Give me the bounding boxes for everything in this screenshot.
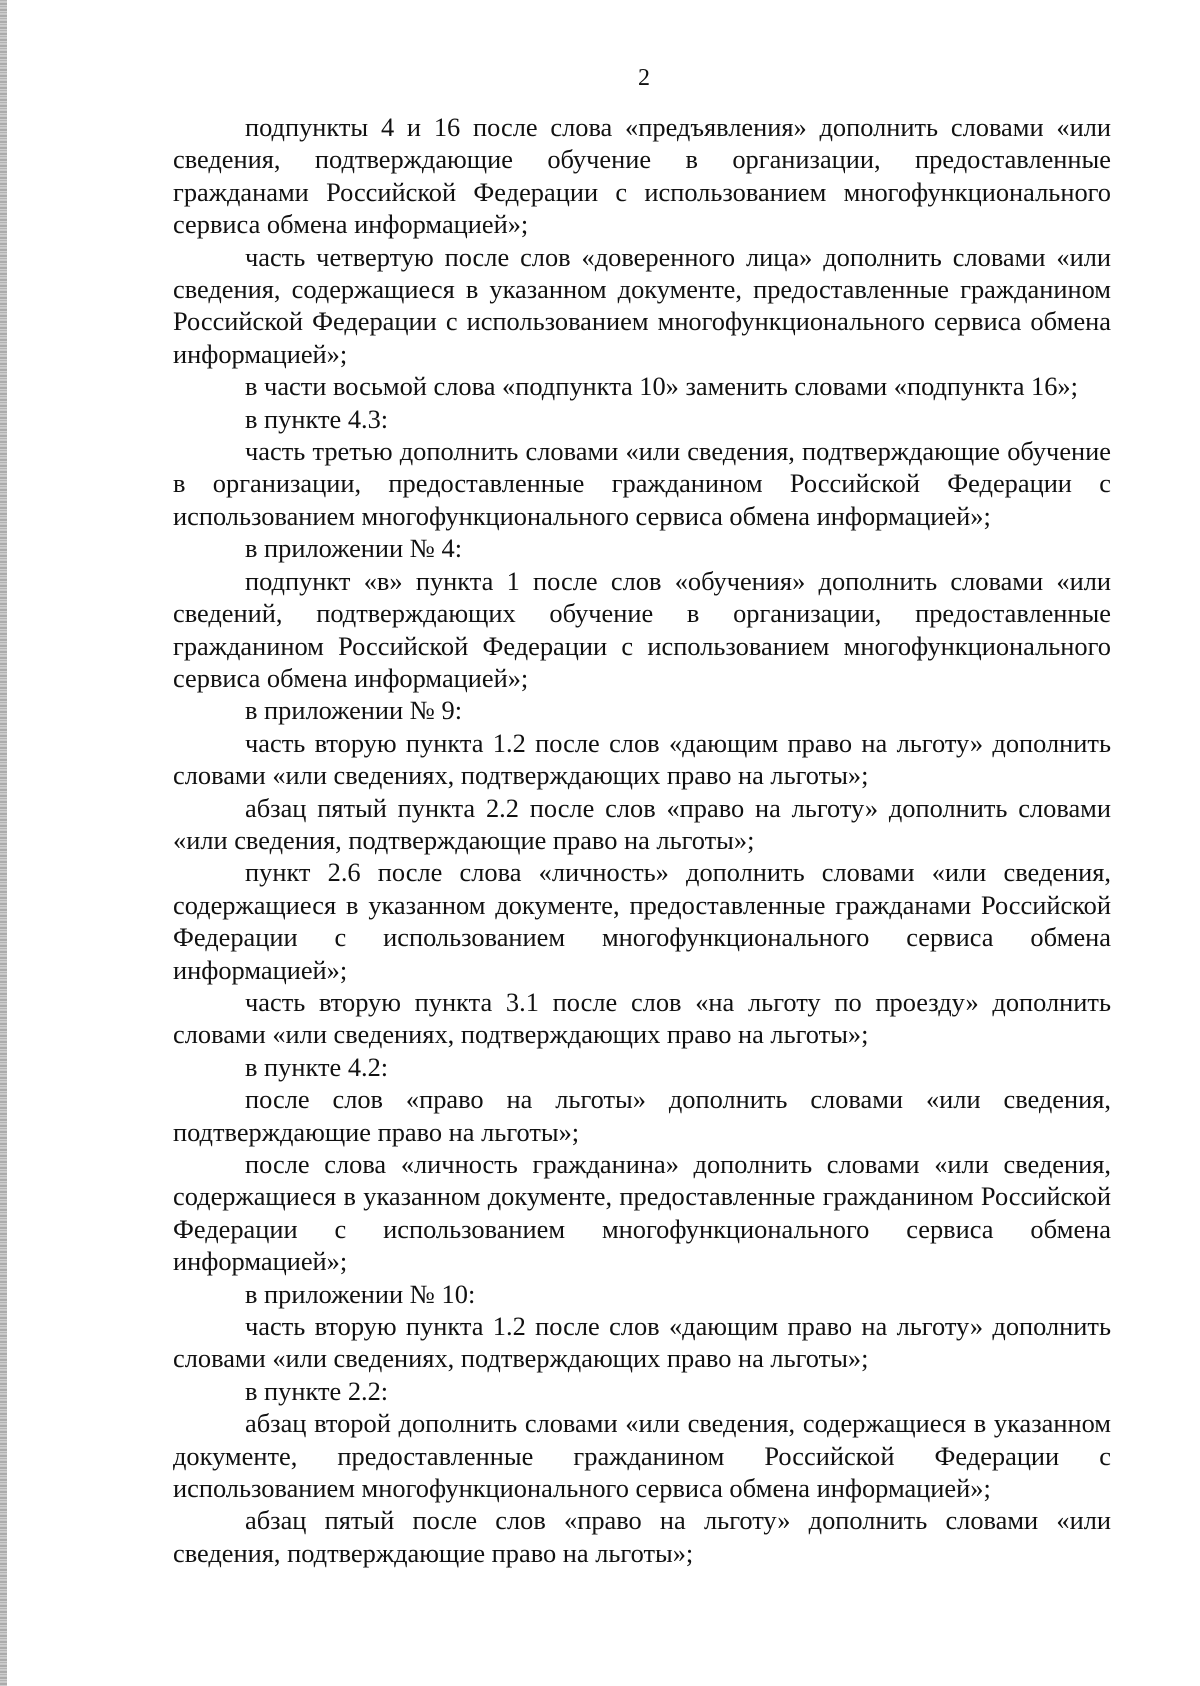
paragraph: в пункте 4.3: — [245, 403, 389, 434]
scan-edge-shadow — [0, 0, 7, 1686]
paragraph: в части восьмой слова «подпункта 10» заменить словами «подпункта 16»; — [245, 371, 1078, 402]
paragraph: подпункты 4 и 16 после слова «предъявления» дополнить словами «или сведения, подтверждающие обучение в организации, предоставленные гражданами Российской Федерации с использованием многофункционального сервиса обмена информацией»; — [173, 112, 1111, 240]
paragraph: абзац пятый пункта 2.2 после слов «право на льготу» дополнить словами «или сведения, подтверждающие право на льготы»; — [173, 792, 1111, 855]
paragraph: абзац второй дополнить словами «или сведения, содержащиеся в указанном документе, предоставленные гражданином Российской Федерации с использованием многофункционального сервиса обмена информацией»; — [173, 1408, 1111, 1504]
paragraph: в приложении № 4: — [245, 533, 463, 564]
paragraph: подпункт «в» пункта 1 после слов «обучения» дополнить словами «или сведений, подтверждающих обучение в организации, предоставленные гражданином Российской Федерации с использованием многофункционального сервиса обмена информацией»; — [173, 565, 1111, 693]
paragraph: после слов «право на льготы» дополнить словами «или сведения, подтверждающие право на льготы»; — [173, 1084, 1111, 1147]
paragraph: часть вторую пункта 1.2 после слов «дающим право на льготу» дополнить словами «или сведениях, подтверждающих право на льготы»; — [173, 1311, 1111, 1374]
paragraph: после слова «личность гражданина» дополнить словами «или сведения, содержащиеся в указанном документе, предоставленные гражданином Российской Федерации с использованием многофункционального сервиса обмена информацией»; — [173, 1149, 1111, 1277]
paragraph: часть четвертую после слов «доверенного лица» дополнить словами «или сведения, содержащиеся в указанном документе, предоставленные гражданином Российской Федерации с использованием многофункционального сервиса обмена информацией»; — [173, 241, 1111, 369]
paragraph: часть третью дополнить словами «или сведения, подтверждающие обучение в организации, предоставленные гражданином Российской Федерации с использованием многофункционального сервиса обмена информацией»; — [173, 436, 1111, 531]
paragraph: часть вторую пункта 1.2 после слов «дающим право на льготу» дополнить словами «или сведениях, подтверждающих право на льготы»; — [173, 727, 1111, 791]
paragraph: абзац пятый после слов «право на льготу» дополнить словами «или сведения, подтверждающие право на льготы»; — [173, 1505, 1111, 1568]
paragraph: в пункте 2.2: — [245, 1375, 389, 1406]
paragraph: пункт 2.6 после слова «личность» дополнить словами «или сведения, содержащиеся в указанном документе, предоставленные гражданами Российской Федерации с использованием многофункционального сервиса обмена информацией»; — [173, 857, 1111, 985]
document-body — [173, 111, 1111, 1569]
paragraph: в приложении № 10: — [245, 1278, 476, 1309]
page-number: 2 — [638, 65, 650, 91]
paragraph: часть вторую пункта 3.1 после слов «на льготу по проезду» дополнить словами «или сведениях, подтверждающих право на льготы»; — [173, 986, 1111, 1050]
paragraph: в пункте 4.2: — [245, 1051, 389, 1082]
paragraph: в приложении № 9: — [245, 695, 463, 726]
